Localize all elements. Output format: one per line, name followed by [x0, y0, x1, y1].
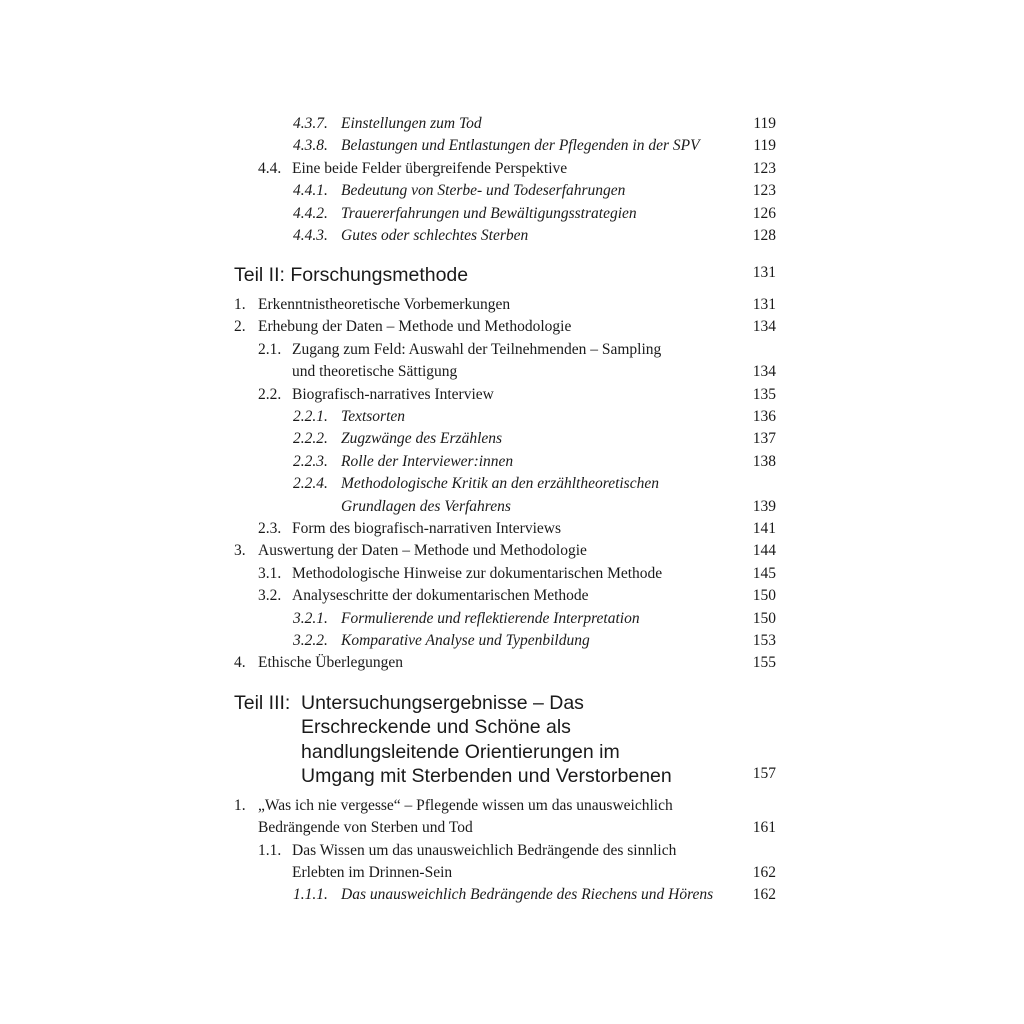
page-number: 134 [752, 318, 776, 336]
entry-title-line: Grundlagen des Verfahrens [341, 497, 511, 515]
toc-entry [234, 113, 776, 135]
page-number: 162 [752, 886, 776, 904]
toc-entry [234, 884, 776, 906]
entry-title-line: Komparative Analyse und Typenbildung [341, 632, 590, 650]
entry-number: 4.4. [258, 159, 282, 177]
entry-title-line: Erkenntnistheoretische Vorbemerkungen [258, 295, 511, 313]
toc-entry [234, 135, 776, 157]
toc-entry [234, 585, 776, 607]
page-number: 128 [752, 227, 776, 245]
entry-number: 2.2.2. [293, 430, 328, 448]
toc-entry [234, 294, 776, 316]
entry-title-line: Trauererfahrungen und Bewältigungsstrategien [341, 204, 637, 222]
part-label: Teil III: [234, 691, 291, 714]
page-number: 131 [752, 295, 776, 313]
entry-title-line: Zugzwänge des Erzählens [341, 430, 503, 448]
entry-number: 4.3.8. [293, 137, 328, 155]
toc-entry [234, 840, 776, 885]
page-number: 150 [752, 587, 776, 605]
page-number: 138 [752, 452, 776, 470]
part-title [234, 263, 776, 288]
entry-number: 2.2. [258, 385, 282, 403]
toc-entry [234, 428, 776, 450]
toc-entry [234, 630, 776, 652]
part-title-line: Erschreckende und Schöne als [301, 716, 571, 739]
page-number: 145 [752, 564, 776, 582]
part-label: Teil II: [234, 264, 285, 287]
page-number: 136 [752, 407, 776, 425]
part-heading-ii [234, 263, 776, 288]
page-number: 119 [753, 137, 776, 155]
page-number: 144 [752, 542, 776, 560]
entry-number: 3.2.2. [293, 632, 328, 650]
toc-entry [234, 225, 776, 247]
page-number: 141 [752, 520, 776, 537]
entry-number: 3. [234, 542, 246, 560]
page-number: 150 [752, 609, 776, 627]
toc-entry [234, 406, 776, 428]
toc-entry [234, 180, 776, 202]
entry-number: 2.2.3. [293, 452, 328, 470]
entry-number: 1.1.1. [293, 886, 328, 904]
entry-title-line: Form des biografisch-narrativen Interviews [292, 520, 562, 537]
entry-number: 3.1. [258, 564, 282, 582]
entry-title-line: Erlebten im Drinnen-Sein [292, 864, 453, 882]
toc-entry [234, 473, 776, 518]
page-number: 139 [752, 497, 776, 515]
entry-title-line: Einstellungen zum Tod [341, 115, 482, 132]
entries-part-i-continued [234, 113, 776, 247]
entry-title-line: Bedrängende von Sterben und Tod [258, 819, 473, 837]
entry-title-line: Bedeutung von Sterbe- und Todeserfahrungen [341, 182, 626, 200]
page-number: 119 [753, 115, 776, 132]
toc-entry [234, 203, 776, 225]
entry-number: 4.4.2. [293, 204, 328, 222]
page-number: 157 [752, 765, 776, 783]
toc-entry [234, 518, 776, 540]
entry-number: 3.2. [258, 587, 282, 605]
entry-title-line: Auswertung der Daten – Methode und Methodologie [258, 542, 587, 560]
toc-entry [234, 339, 776, 384]
toc-entry [234, 563, 776, 585]
part-title-line: handlungsleitende Orientierungen im [301, 740, 620, 763]
page-number: 134 [752, 363, 776, 381]
entry-title-line: Textsorten [341, 407, 406, 425]
entry-number: 2.2.1. [293, 407, 328, 425]
toc-entry [234, 316, 776, 338]
page-number: 123 [752, 182, 776, 200]
entry-title-line: Methodologische Kritik an den erzähltheoretischen [341, 475, 659, 493]
entry-number: 1. [234, 796, 246, 814]
entries-part-ii [234, 294, 776, 675]
part-title-line: Forschungsmethode [290, 264, 469, 287]
entry-title-line: Erhebung der Daten – Methode und Methodologie [258, 318, 572, 336]
entry-number: 4.4.3. [293, 227, 328, 245]
page-number: 126 [752, 204, 776, 222]
entry-title-line: Das Wissen um das unausweichlich Bedrängende des sinnlich [292, 841, 677, 859]
part-heading-iii [234, 691, 776, 789]
entry-number: 2.3. [258, 520, 282, 537]
entry-number: 1.1. [258, 841, 282, 859]
entry-title-line: Eine beide Felder übergreifende Perspektive [292, 159, 568, 177]
page-number: 153 [752, 632, 776, 650]
entry-title-line: Ethische Überlegungen [258, 654, 404, 672]
entry-title-line: und theoretische Sättigung [292, 363, 458, 381]
entry-title-line: Zugang zum Feld: Auswahl der Teilnehmenden – Sampling [292, 340, 662, 358]
entry-number: 2. [234, 318, 246, 336]
entry-number: 3.2.1. [293, 609, 328, 627]
page-number: 161 [752, 819, 776, 837]
part-title-line: Umgang mit Sterbenden und Verstorbenen [301, 765, 672, 788]
entry-title-line: Rolle der Interviewer:innen [341, 452, 514, 470]
entries-part-iii [234, 795, 776, 907]
entry-number: 2.1. [258, 340, 282, 358]
entry-title-line: Gutes oder schlechtes Sterben [341, 227, 529, 245]
entry-title-line: Belastungen und Entlastungen der Pflegenden in der SPV [341, 137, 700, 155]
toc-entry [234, 451, 776, 473]
toc-entry [234, 158, 776, 180]
entry-number: 2.2.4. [293, 475, 328, 493]
entry-number: 1. [234, 295, 246, 313]
toc-entry [234, 384, 776, 406]
entry-number: 4. [234, 654, 246, 672]
toc-entry [234, 795, 776, 840]
entry-title-line: Analyseschritte der dokumentarischen Methode [292, 587, 589, 605]
entry-title-line: Methodologische Hinweise zur dokumentarischen Methode [292, 564, 663, 582]
entry-title-line: Das unausweichlich Bedrängende des Riechens und Hörens [341, 886, 714, 904]
page-number: 135 [752, 385, 776, 403]
page-number: 155 [752, 654, 776, 672]
toc-entry [234, 540, 776, 562]
entry-title-line: Biografisch-narratives Interview [292, 385, 494, 403]
page-number: 162 [752, 864, 776, 882]
page-number: 123 [752, 159, 776, 177]
entry-number: 4.3.7. [293, 115, 328, 132]
entry-title-line: Formulierende und reflektierende Interpretation [341, 609, 640, 627]
entry-title-line: „Was ich nie vergesse“ – Pflegende wissen um das unausweichlich [258, 796, 673, 814]
page-number: 131 [752, 264, 776, 282]
part-title-line: Untersuchungsergebnisse – Das [301, 691, 584, 714]
page-number: 137 [752, 430, 776, 448]
table-of-contents [234, 113, 776, 907]
entry-number: 4.4.1. [293, 182, 328, 200]
toc-entry [234, 652, 776, 674]
toc-entry [234, 608, 776, 630]
